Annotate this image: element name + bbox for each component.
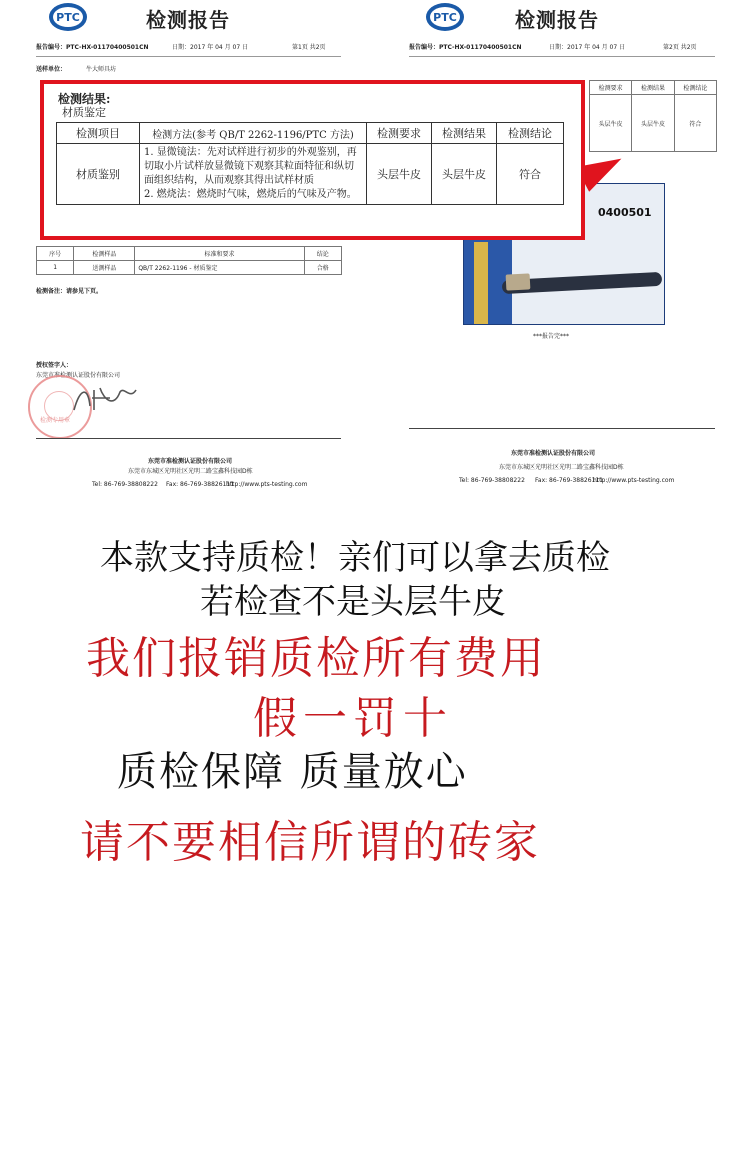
method-1: 1. 显微镜法：先对试样进行初步的外观鉴别，再切取小片试样放显微镜下观察其粒面特征和纵切面组织结构，从而观察其得出试样材质 bbox=[144, 147, 357, 186]
signature bbox=[70, 380, 140, 420]
svg-text:PTC: PTC bbox=[433, 11, 457, 24]
belt-tip bbox=[506, 273, 531, 290]
callout-heading: 检测结果: bbox=[58, 92, 111, 106]
svg-text:PTC: PTC bbox=[56, 11, 80, 24]
table-cell: 检测结论 bbox=[674, 81, 716, 95]
table-cell: 符合 bbox=[674, 95, 716, 152]
footer-divider bbox=[36, 438, 341, 439]
callout-table bbox=[56, 122, 564, 205]
company-name: 东莞市准检测认证股份有限公司 bbox=[511, 450, 596, 457]
signer-label: 授权签字人： bbox=[36, 362, 73, 369]
method-2: 2. 燃烧法：燃烧时气味，燃烧后的气味及产物。 bbox=[144, 189, 357, 200]
promo-line-6: 请不要相信所谓的砖家 bbox=[80, 817, 540, 868]
table-cell: 结论 bbox=[304, 247, 341, 261]
divider bbox=[409, 56, 715, 57]
table-cell: 头层牛皮 bbox=[432, 144, 497, 205]
report-number: 报告编号：PTC-HX-01170400501CN bbox=[36, 44, 149, 51]
ruler bbox=[474, 242, 488, 324]
table-cell: 头层牛皮 bbox=[590, 95, 632, 152]
page-number: 第1页 共2页 bbox=[292, 44, 326, 51]
table-cell: 送测样品 bbox=[74, 261, 135, 275]
fax: Fax: 86-769-38826111 bbox=[535, 477, 604, 484]
result-table bbox=[589, 80, 717, 152]
divider bbox=[36, 56, 341, 57]
report-date: 日期：2017 年 04 月 07 日 bbox=[172, 44, 249, 51]
company-name: 东莞市准检测认证股份有限公司 bbox=[148, 458, 233, 465]
table-cell: 标准和要求 bbox=[135, 247, 304, 261]
ptc-logo-icon bbox=[425, 2, 465, 32]
footer-fineprint bbox=[36, 440, 336, 456]
tel: Tel: 86-769-38808222 bbox=[92, 481, 158, 488]
table-header: 检测要求 bbox=[367, 123, 432, 144]
method-cell bbox=[140, 144, 367, 205]
table-cell: 检测结果 bbox=[632, 81, 674, 95]
client-label: 送样单位： bbox=[36, 66, 67, 73]
promo-line-4: 假一罚十 bbox=[253, 693, 453, 744]
company-address: 东莞市东城区光明社区光明二路宝鑫科技园D栋 bbox=[128, 468, 253, 475]
table-header-row bbox=[37, 247, 342, 261]
test-result-callout bbox=[40, 80, 585, 240]
table-header: 检测结果 bbox=[432, 123, 497, 144]
report-end-caption: ***报告完*** bbox=[533, 333, 570, 340]
callout-subheading: 材质鉴定 bbox=[62, 106, 106, 119]
promo-line-1: 本款支持质检！亲们可以拿去质检 bbox=[100, 538, 610, 578]
table-header: 检测结论 bbox=[497, 123, 564, 144]
table-header-row bbox=[57, 123, 564, 144]
table-cell: 检测要求 bbox=[590, 81, 632, 95]
table-row bbox=[590, 95, 717, 152]
table-cell: 序号 bbox=[37, 247, 74, 261]
table-cell: 头层牛皮 bbox=[367, 144, 432, 205]
table-row bbox=[57, 144, 564, 205]
website: http://www.pts-testing.com bbox=[226, 481, 308, 488]
website: http://www.pts-testing.com bbox=[593, 477, 675, 484]
promo-line-2: 若检查不是头层牛皮 bbox=[200, 582, 506, 622]
table-cell: 合格 bbox=[304, 261, 341, 275]
table-header: 检测项目 bbox=[57, 123, 140, 144]
report-number: 报告编号：PTC-HX-01170400501CN bbox=[409, 44, 522, 51]
report-date: 日期：2017 年 04 月 07 日 bbox=[549, 44, 626, 51]
ptc-logo-icon bbox=[48, 2, 88, 32]
table-cell: 头层牛皮 bbox=[632, 95, 674, 152]
company-address: 东莞市东城区光明社区光明二路宝鑫科技园D栋 bbox=[499, 464, 624, 471]
remark: 检测备注：请参见下页。 bbox=[36, 288, 103, 295]
report-title: 检测报告 bbox=[146, 8, 230, 32]
fax: Fax: 86-769-38826111 bbox=[166, 481, 235, 488]
promo-line-3: 我们报销质检所有费用 bbox=[86, 633, 546, 684]
photo-label: 0400501 bbox=[598, 206, 652, 219]
promo-line-5: 质检保障 质量放心 bbox=[117, 749, 468, 795]
report-page-1 bbox=[0, 0, 375, 505]
footer-divider bbox=[409, 428, 715, 429]
table-cell: 符合 bbox=[497, 144, 564, 205]
client-value: 牛大师具坊 bbox=[86, 66, 117, 73]
table-cell: QB/T 2262-1196 - 材质鉴定 bbox=[135, 261, 304, 275]
table-row bbox=[37, 261, 342, 275]
signer-org: 东莞市准检测认证股份有限公司 bbox=[36, 372, 121, 379]
official-stamp: 检测专用章 bbox=[28, 375, 92, 439]
report-title: 检测报告 bbox=[515, 8, 599, 32]
table-cell: 1 bbox=[37, 261, 74, 275]
summary-table bbox=[36, 246, 342, 275]
tel: Tel: 86-769-38808222 bbox=[459, 477, 525, 484]
table-header: 检测方法(参考 QB/T 2262-1196/PTC 方法) bbox=[140, 123, 367, 144]
table-header-row bbox=[590, 81, 717, 95]
table-cell: 材质鉴别 bbox=[57, 144, 140, 205]
page-number: 第2页 共2页 bbox=[663, 44, 697, 51]
table-cell: 检测样品 bbox=[74, 247, 135, 261]
